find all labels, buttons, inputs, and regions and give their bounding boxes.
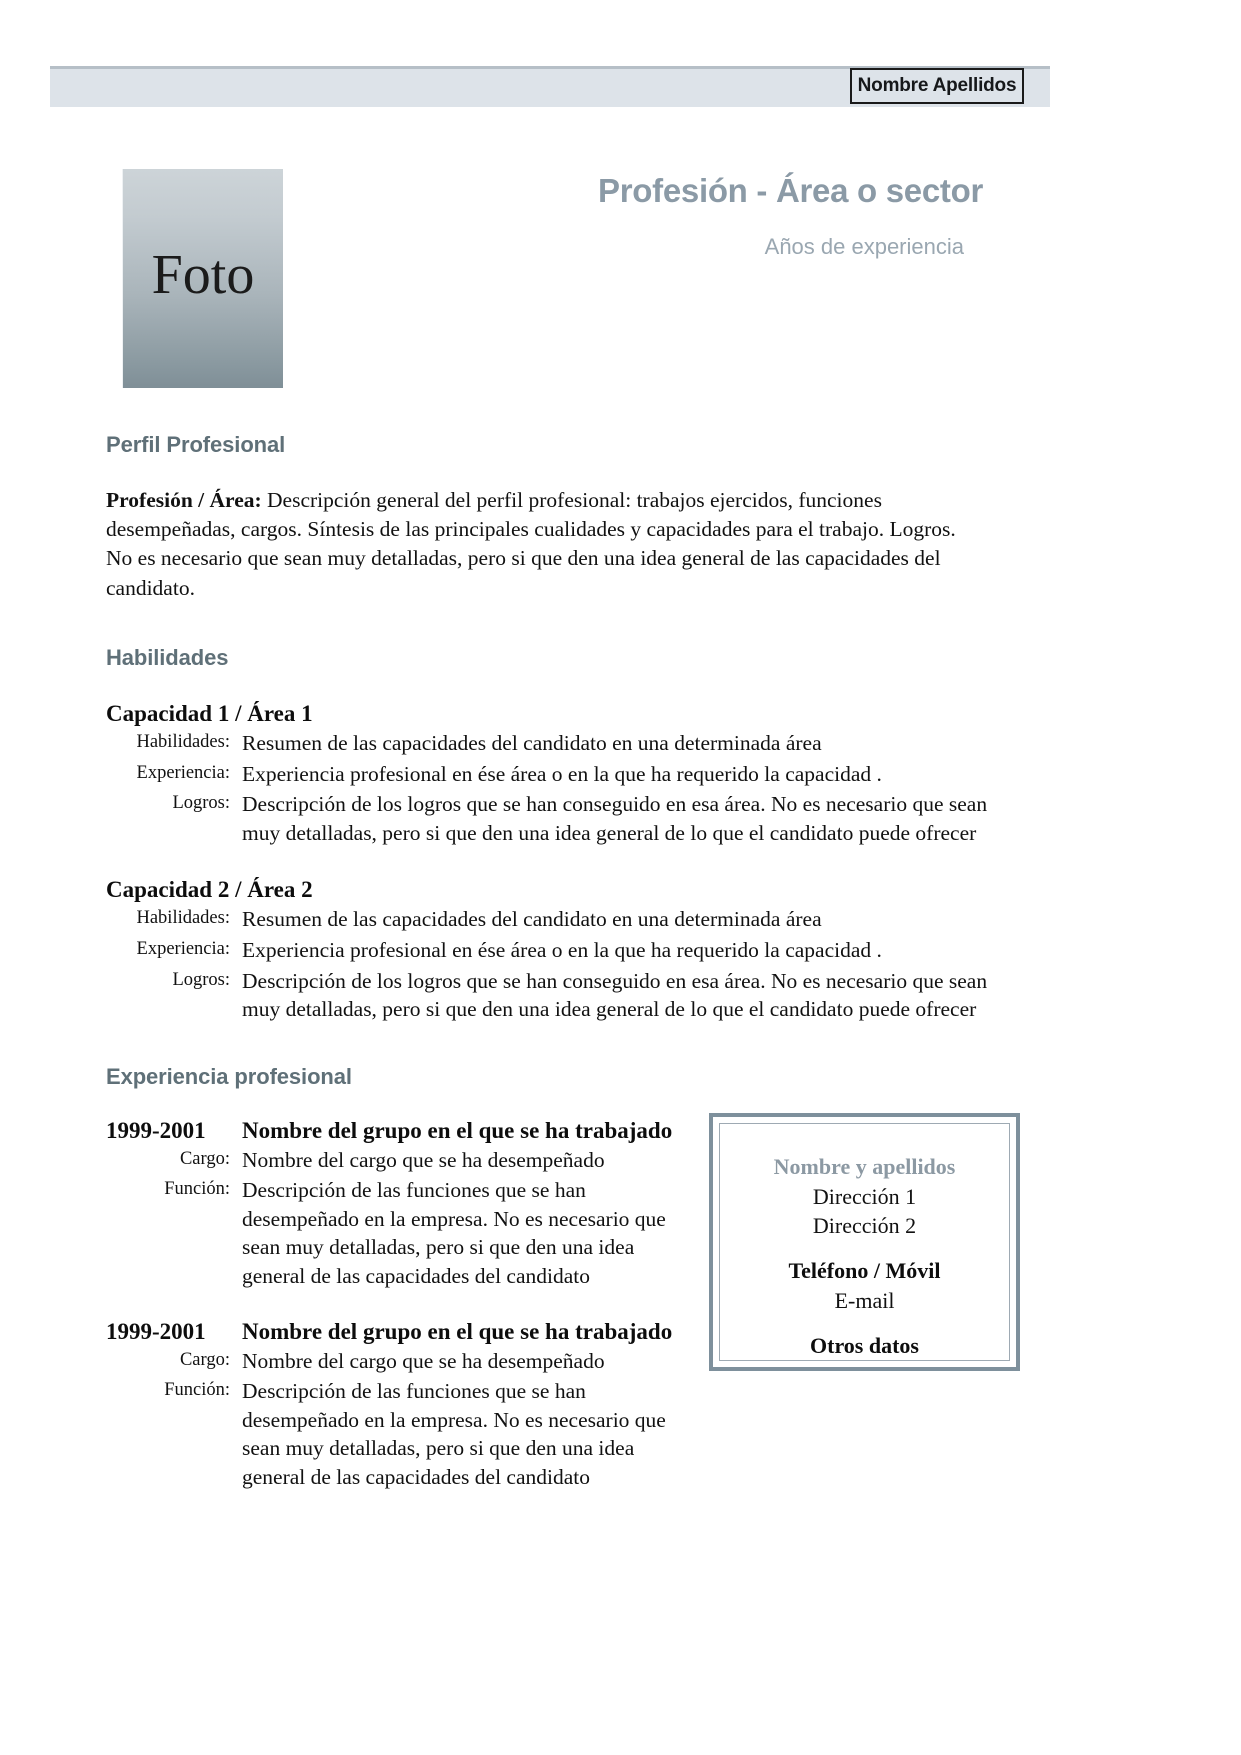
experience-row-value: Nombre del cargo que se ha desempeñado: [242, 1147, 605, 1172]
skill-row-label: Experiencia:: [136, 762, 230, 783]
skill-row-value: Experiencia profesional en ése área o en la que ha requerido la capacidad .: [242, 761, 882, 786]
experience-company: Nombre del grupo en el que se ha trabajado: [242, 1318, 673, 1344]
skill-row-label: Logros:: [172, 969, 230, 990]
skill-block-title: Capacidad 2 / Área 2: [106, 877, 313, 903]
profile-body: Descripción general del perfil profesional: trabajos ejercidos, funciones desempeñadas, cargos. Síntesis de las principales cualidades y capacidades para el trabajo. Logros. No es necesario que sean muy detalladas, pero si que den una idea general de las capacidades del candidato.: [106, 488, 956, 600]
skill-block-title: Capacidad 1 / Área 1: [106, 700, 313, 726]
skill-row: [106, 729, 1026, 758]
skill-row-value: Descripción de los logros que se han conseguido en esa área. No es necesario que sean muy detalladas, pero si que den una idea general de lo que el candidato puede ofrecer: [242, 792, 988, 845]
skill-block: [106, 877, 1026, 1023]
experience-row-value: Descripción de las funciones que se han desempeñado en la empresa. No es necesario que sean muy detalladas, pero si que den una idea general de las capacidades del candidato: [242, 1379, 666, 1490]
contact-other: Otros datos: [810, 1332, 919, 1358]
skill-row: [106, 936, 1026, 965]
profile-lead-in: Profesión / Área:: [106, 488, 262, 512]
section-heading-experiencia: Experiencia profesional: [106, 1063, 352, 1089]
experience-date: 1999-2001: [106, 1318, 206, 1344]
profile-paragraph: [106, 486, 966, 603]
skill-block: [106, 701, 1026, 847]
skill-row: [106, 760, 1026, 789]
contact-name: Nombre y apellidos: [773, 1154, 956, 1179]
experience-row: [106, 1377, 1026, 1491]
skill-row-label: Habilidades:: [136, 731, 230, 752]
skill-row-value: Experiencia profesional en ése área o en la que ha requerido la capacidad .: [242, 937, 882, 962]
experience-row-label: Función:: [164, 1179, 230, 1200]
contact-address-2: Dirección 2: [812, 1213, 917, 1239]
contact-box: [709, 1113, 1020, 1371]
section-heading-perfil: Perfil Profesional: [106, 432, 286, 457]
contact-box-inner: [719, 1123, 1010, 1361]
photo-placeholder-label: Foto: [151, 243, 255, 306]
experience-row-label: Cargo:: [179, 1148, 230, 1169]
skill-row: [106, 967, 1026, 1024]
experience-row-label: Cargo:: [179, 1349, 230, 1370]
header-name-box: Nombre Apellidos: [850, 68, 1024, 104]
contact-email: E-mail: [834, 1287, 895, 1313]
skill-row-label: Habilidades:: [136, 908, 230, 929]
contact-phone: Teléfono / Móvil: [788, 1258, 941, 1284]
contact-address-1: Dirección 1: [812, 1184, 917, 1209]
skill-row-label: Experiencia:: [136, 938, 230, 959]
experience-row-value: Descripción de las funciones que se han desempeñado en la empresa. No es necesario que sean muy detalladas, pero si que den una idea general de las capacidades del candidato: [242, 1178, 666, 1289]
experience-row-value: Nombre del cargo que se ha desempeñado: [242, 1348, 605, 1373]
experience-company: Nombre del grupo en el que se ha trabajado: [242, 1117, 673, 1143]
skill-row-value: Descripción de los logros que se han conseguido en esa área. No es necesario que sean muy detalladas, pero si que den una idea general de lo que el candidato puede ofrecer: [242, 968, 988, 1022]
skill-row-label: Logros:: [172, 793, 230, 814]
skill-row: [106, 905, 1026, 934]
skill-row-value: Resumen de las capacidades del candidato en una determinada área: [242, 907, 822, 932]
photo-placeholder: [123, 169, 283, 388]
skill-row-value: Resumen de las capacidades del candidato en una determinada área: [242, 730, 822, 755]
experience-row-label: Función:: [164, 1380, 230, 1401]
page-subtitle: Años de experiencia: [764, 234, 964, 259]
page-title: Profesión - Área o sector: [598, 172, 983, 209]
experience-date: 1999-2001: [106, 1117, 206, 1143]
section-heading-habilidades: Habilidades: [106, 644, 229, 670]
skill-row: [106, 790, 1026, 847]
